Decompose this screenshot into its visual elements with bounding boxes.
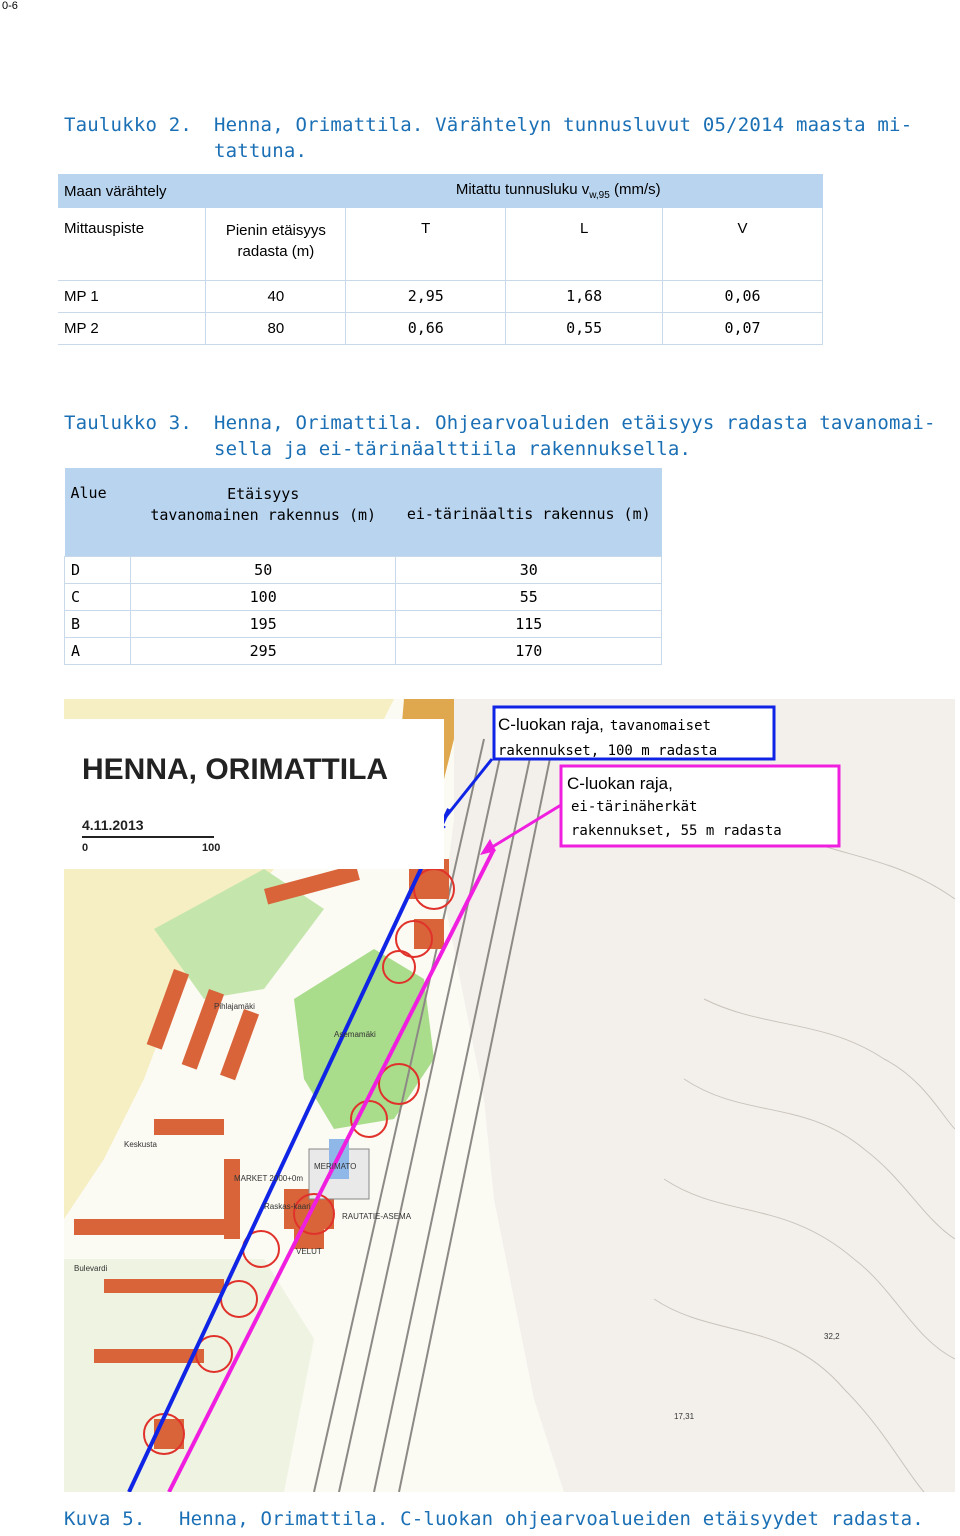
place-label: Raskas-kaari	[264, 1202, 311, 1211]
cell-normal: 50	[130, 557, 396, 584]
col-measurement-point: Mittauspiste	[58, 208, 206, 280]
col-l: L	[506, 208, 663, 280]
cell-area: A	[65, 638, 131, 665]
table-row	[65, 584, 662, 611]
guideline-distance-table	[64, 468, 662, 665]
table-row	[58, 280, 823, 312]
table2-subheader-row	[58, 208, 823, 280]
table2-header-sub: w,95	[589, 190, 610, 201]
blue-callout-line2: rakennukset, 100 m radasta	[498, 743, 718, 759]
table-row	[58, 312, 823, 344]
table2-caption-line1: Henna, Orimattila. Värähtelyn tunnusluvut 05/2014 maasta mi-	[214, 114, 913, 136]
pink-callout-line2: rakennukset, 55 m radasta	[571, 823, 782, 839]
cell-sensitive: 30	[396, 557, 662, 584]
cell-sensitive: 115	[396, 611, 662, 638]
col-group-distance: Etäisyys	[227, 485, 300, 503]
cell-area: D	[65, 557, 131, 584]
zoning-map	[64, 699, 955, 1492]
place-label: RAUTATIE-ASEMA	[342, 1212, 412, 1221]
cell-area: B	[65, 611, 131, 638]
table3-caption-line2: sella ja ei-tärinäalttiila rakennuksella.	[214, 438, 692, 460]
figure-caption-text: Henna, Orimattila. C-luokan ohjearvoalueiden etäisyydet radasta.	[179, 1508, 924, 1530]
table3-caption-number: Taulukko 3.	[64, 412, 193, 434]
col-sensitive-building: ei-tärinäaltis rakennus (m)	[396, 468, 662, 557]
place-label: Keskusta	[124, 1140, 157, 1149]
col-normal-building: tavanomainen rakennus (m)	[150, 506, 377, 524]
col-v: V	[663, 208, 823, 280]
place-label: Bulevardi	[74, 1264, 108, 1273]
table2-header-unit: (mm/s)	[613, 181, 661, 198]
col-area: Alue	[65, 468, 131, 557]
blue-callout-text1: tavanomaiset	[609, 718, 711, 734]
figure-caption-number: Kuva 5.	[64, 1508, 146, 1530]
cell-sensitive: 55	[396, 584, 662, 611]
pink-callout-line1: ei-tärinäherkät	[571, 799, 698, 815]
cell-t: 0,66	[346, 312, 506, 344]
table2-header-row	[58, 174, 823, 208]
table-row	[65, 557, 662, 584]
table3-caption	[64, 410, 954, 462]
table2-caption	[64, 112, 954, 164]
cell-point: MP 2	[58, 312, 206, 344]
table3-caption-line1: Henna, Orimattila. Ohjearvoaluiden etäisyys radasta tavanomai-	[214, 412, 936, 434]
title-block	[64, 719, 444, 869]
blue-callout-bold: C-luokan raja,	[498, 715, 604, 734]
table2-caption-number: Taulukko 2.	[64, 114, 193, 136]
scale-start: 0	[82, 842, 89, 854]
height-label: 32,2	[824, 1332, 840, 1341]
place-label: VELUT	[296, 1247, 322, 1256]
cell-l: 1,68	[506, 280, 663, 312]
place-label: Pihlajamäki	[214, 1002, 255, 1011]
table3-header-normal	[130, 468, 396, 557]
table2-header-main: Mitattu tunnusluku v	[455, 181, 590, 198]
map-title: HENNA, ORIMATTILA	[82, 753, 389, 786]
cell-dist: 80	[206, 312, 346, 344]
place-label: MERIMATO	[314, 1162, 357, 1171]
cell-v: 0,07	[663, 312, 823, 344]
table-row	[65, 611, 662, 638]
residential-zone	[64, 1259, 314, 1492]
table2-caption-line2: tattuna.	[214, 140, 308, 162]
table-row	[65, 638, 662, 665]
cell-v: 0,06	[663, 280, 823, 312]
cell-normal: 100	[130, 584, 396, 611]
place-label: MARKET 2000+0m	[234, 1174, 303, 1183]
map-drawing	[64, 699, 955, 1492]
place-label: Asemamäki	[334, 1030, 376, 1039]
figure-caption	[64, 1508, 924, 1530]
col-t: T	[346, 208, 506, 280]
scale-end: 100	[202, 842, 221, 854]
cell-normal: 295	[130, 638, 396, 665]
vibration-table	[58, 174, 823, 345]
cell-sensitive: 170	[396, 638, 662, 665]
pink-callout-bold: C-luokan raja,	[567, 774, 673, 793]
table3-header-row	[65, 468, 662, 557]
cell-dist: 40	[206, 280, 346, 312]
table2-header-left: Maan värähtely	[58, 174, 346, 208]
height-label: 17,31	[674, 1412, 695, 1421]
cell-t: 2,95	[346, 280, 506, 312]
cell-l: 0,55	[506, 312, 663, 344]
col-min-distance: Pienin etäisyys radasta (m)	[206, 208, 346, 280]
map-date: 4.11.2013	[82, 817, 144, 833]
cell-point: MP 1	[58, 280, 206, 312]
page-number: 0-6	[2, 0, 18, 12]
cell-normal: 195	[130, 611, 396, 638]
cell-area: C	[65, 584, 131, 611]
table2-header-right	[346, 174, 823, 208]
